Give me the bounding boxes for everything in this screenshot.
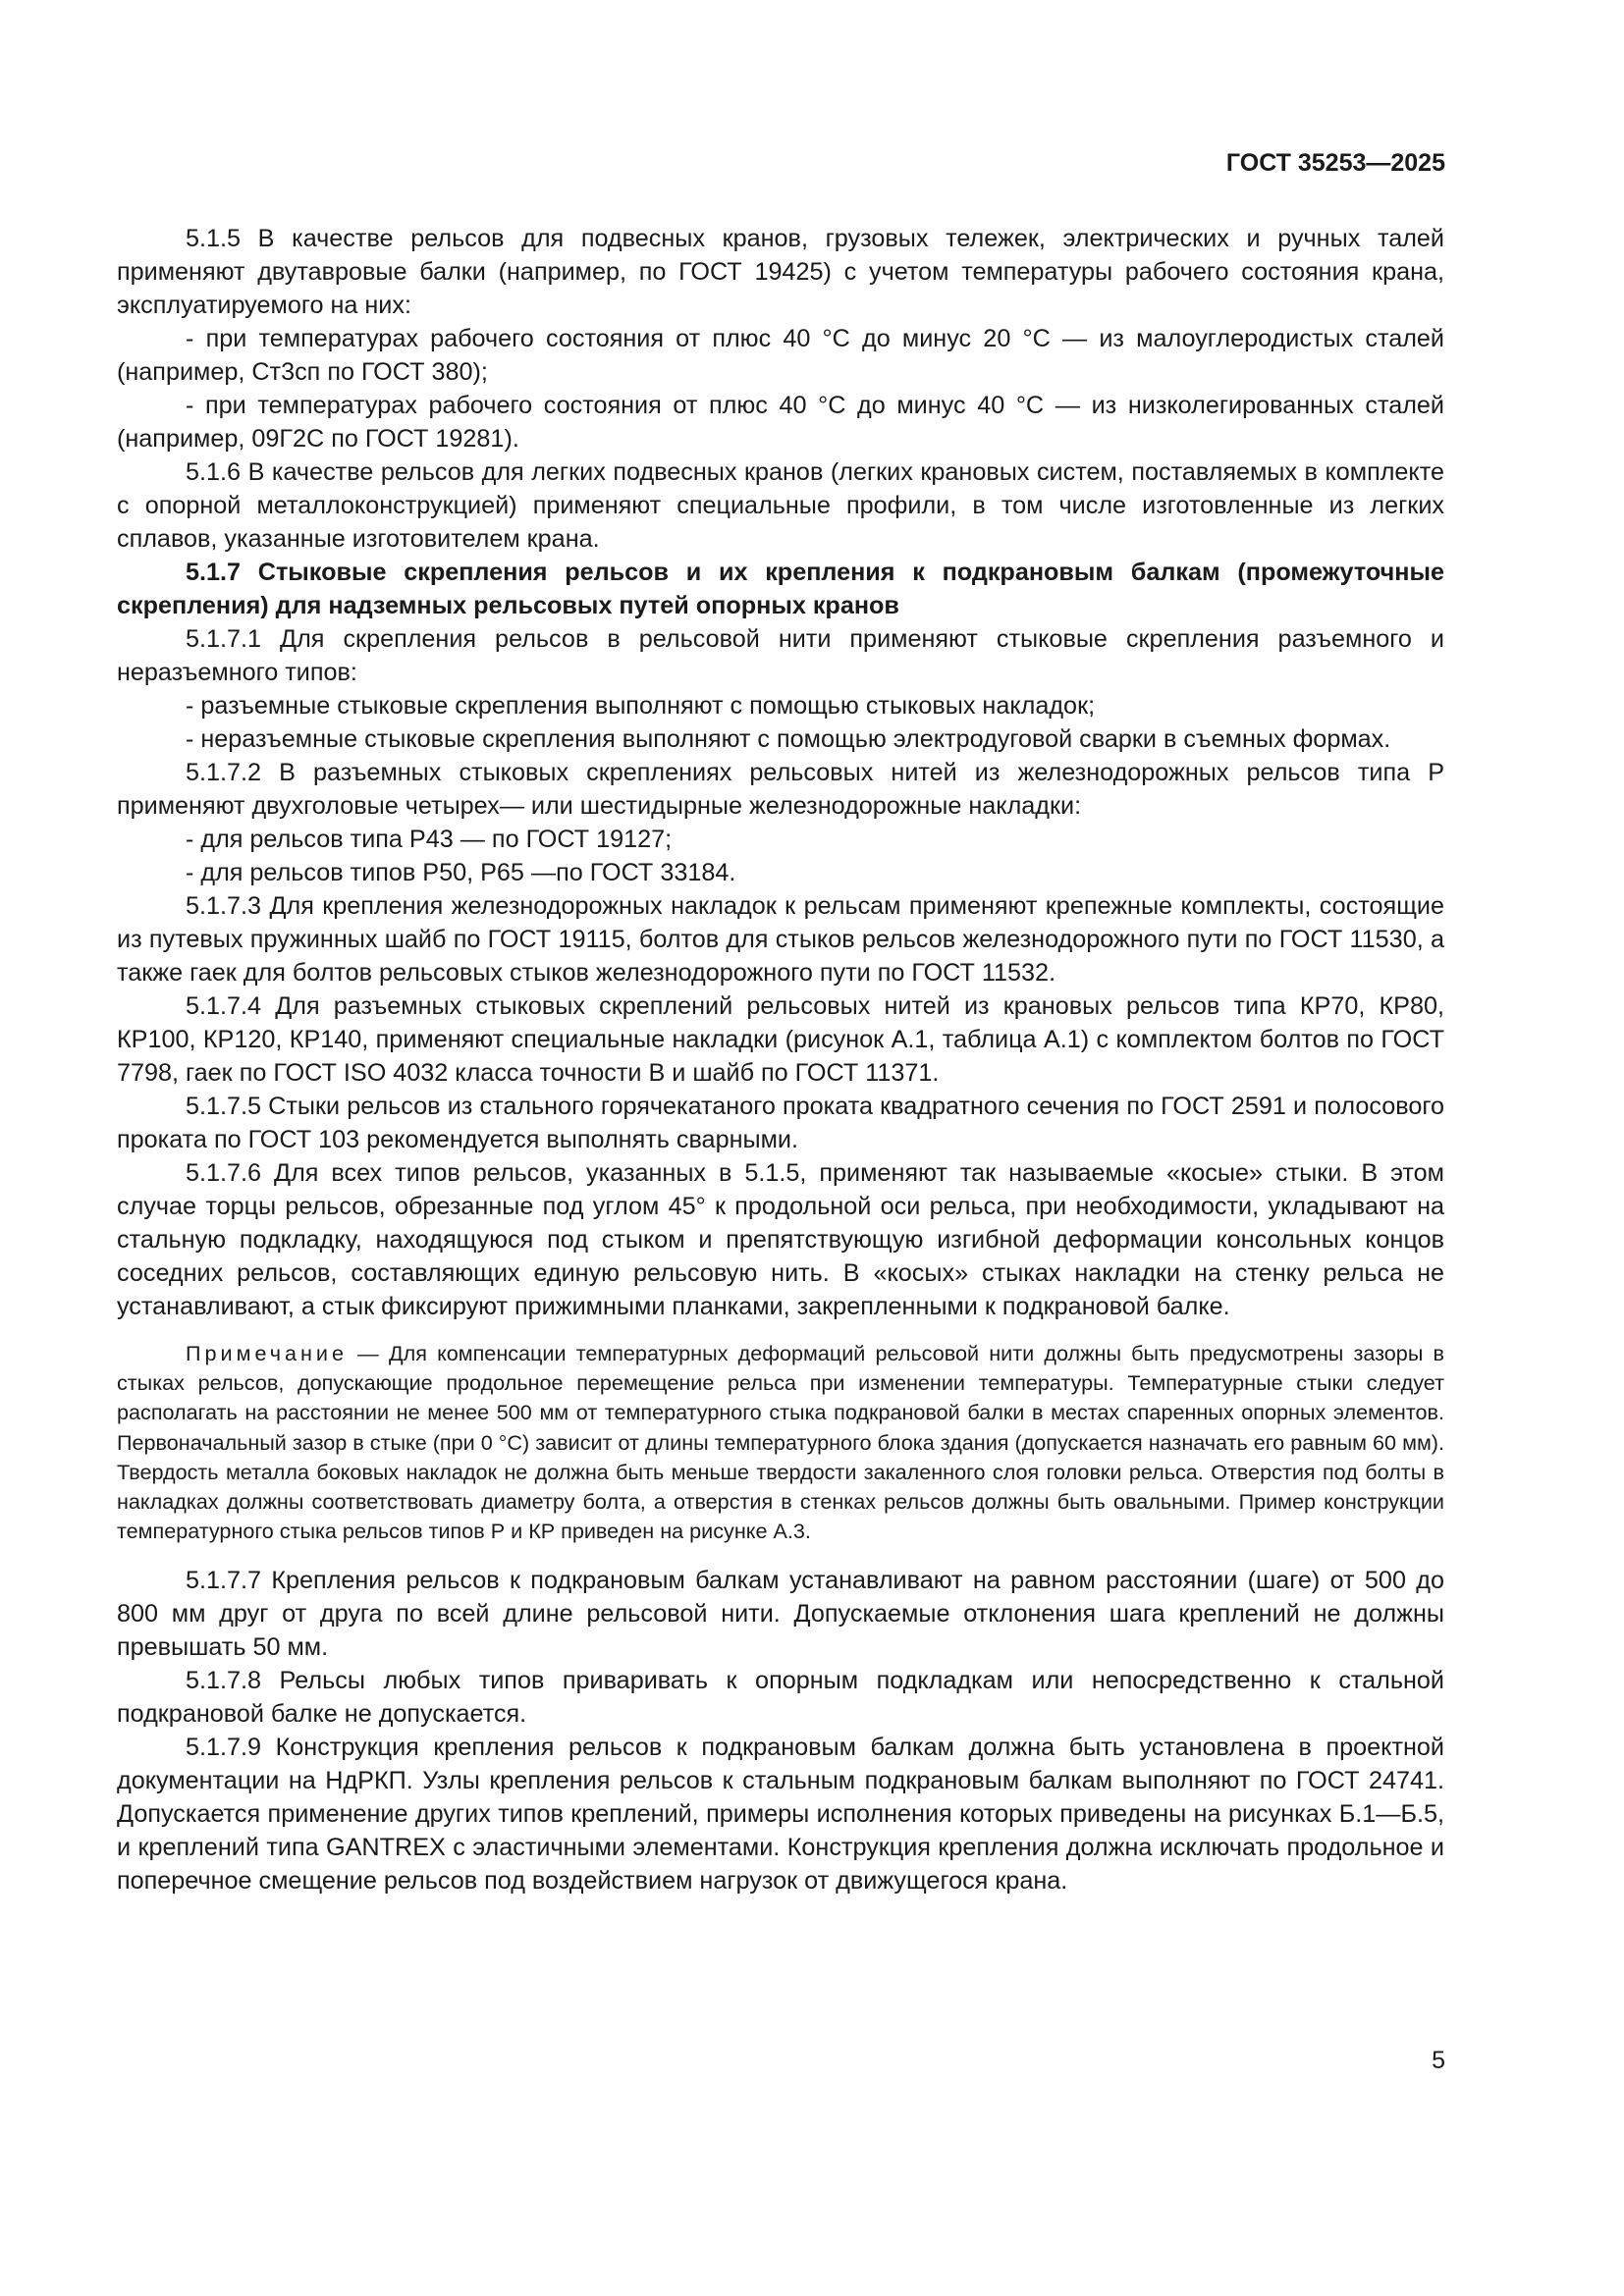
list-item: - для рельсов типа Р43 — по ГОСТ 19127;: [186, 826, 673, 853]
page-number: 5: [1432, 2047, 1445, 2074]
note-block: [117, 1339, 1444, 1546]
list-item: - при температурах рабочего состояния от плюс 40 °С до минус 20 °С — из малоуглеродистых сталей (например, Ст3сп по ГОСТ 380);: [117, 325, 1444, 386]
document-body: [117, 222, 1444, 1897]
paragraph-5-1-7-7: 5.1.7.7 Крепления рельсов к подкрановым балкам устанавливают на равном расстоянии (шаге) от 500 до 800 мм друг от друга по всей длине рельсовой нити. Допускаемые отклонения шага креплений не должны превышать 50 мм.: [117, 1567, 1444, 1662]
document-number-header: ГОСТ 35253—2025: [1225, 149, 1445, 177]
paragraph-5-1-7-9: 5.1.7.9 Конструкция крепления рельсов к подкрановым балкам должна быть установлена в проектной документации на НдРКП. Узлы крепления рельсов к стальным подкрановым балкам выполняют по ГОСТ 24741. Допускается применение других типов креплений, примеры исполнения которых приведены на рисунках Б.1—Б.5, и креплений типа GANTREX с эластичными элементами. Конструкция крепления должна исключать продольное и поперечное смещение рельсов под воздействием нагрузок от движущегося крана.: [117, 1734, 1444, 1896]
list-item: - разъемные стыковые скрепления выполняют с помощью стыковых накладок;: [186, 692, 1096, 720]
paragraph-5-1-7-3: 5.1.7.3 Для крепления железнодорожных накладок к рельсам применяют крепежные комплекты, состоящие из путевых пружинных шайб по ГОСТ 19115, болтов для стыков рельсов железнодорожного пути по ГОСТ 11530, а также гаек для болтов рельсовых стыков железнодорожного пути по ГОСТ 11532.: [117, 892, 1444, 987]
paragraph-5-1-7-8: 5.1.7.8 Рельсы любых типов приваривать к опорным подкладкам или непосредственно к стальной подкрановой балке не допускается.: [117, 1667, 1444, 1729]
paragraph-5-1-7-2: 5.1.7.2 В разъемных стыковых скреплениях рельсовых нитей из железнодорожных рельсов типа Р применяют двухголовые четырех— или шестидырные железнодорожные накладки:: [117, 759, 1444, 820]
paragraph-5-1-7-1: 5.1.7.1 Для скрепления рельсов в рельсовой нити применяют стыковые скрепления разъемного и неразъемного типов:: [117, 625, 1444, 686]
paragraph-5-1-7-4: 5.1.7.4 Для разъемных стыковых скреплений рельсовых нитей из крановых рельсов типа КР70, КР80, КР100, КР120, КР140, применяют специальные накладки (рисунок А.1, таблица А.1) с комплектом болтов по ГОСТ 7798, гаек по ГОСТ ISO 4032 класса точности В и шайб по ГОСТ 11371.: [117, 992, 1444, 1087]
note-label: Примечание: [186, 1341, 348, 1365]
note-text: [117, 1339, 1444, 1546]
note-body: — Для компенсации температурных деформаций рельсовой нити должны быть предусмотрены зазоры в стыках рельсов, допускающие продольное перемещение рельса при изменении температуры. Температурные стыки следует располагать на расстоянии не менее 500 мм от температурного стыка подкрановой балки в местах спаренных опорных элементов. Первоначальный зазор в стыке (при 0 °С) зависит от длины температурного блока здания (допускается назначать его равным 60 мм). Твердость металла боковых накладок не должна быть меньше твердости закаленного слоя головки рельса. Отверстия под болты в накладках должны соответствовать диаметру болта, а отверстия в стенках рельсов должны быть овальными. Пример конструкции температурного стыка рельсов типов Р и КР приведен на рисунке А.3.: [117, 1341, 1444, 1544]
section-heading-5-1-7: 5.1.7 Стыковые скрепления рельсов и их крепления к подкрановым балкам (промежуточные скрепления) для надземных рельсовых путей опорных кранов: [117, 559, 1444, 619]
list-item: - для рельсов типов Р50, Р65 —по ГОСТ 33184.: [186, 859, 736, 886]
list-item: - неразъемные стыковые скрепления выполняют с помощью электродуговой сварки в съемных формах.: [186, 725, 1391, 753]
paragraph-5-1-7-5: 5.1.7.5 Стыки рельсов из стального горячекатаного проката квадратного сечения по ГОСТ 2591 и полосового проката по ГОСТ 103 рекомендуется выполнять сварными.: [117, 1093, 1444, 1153]
paragraph-5-1-5: 5.1.5 В качестве рельсов для подвесных кранов, грузовых тележек, электрических и ручных талей применяют двутавровые балки (например, по ГОСТ 19425) с учетом температуры рабочего состояния крана, эксплуатируемого на них:: [117, 225, 1444, 319]
paragraph-5-1-6: 5.1.6 В качестве рельсов для легких подвесных кранов (легких крановых систем, поставляемых в комплекте с опорной металлоконструкцией) применяют специальные профили, в том числе изготовленные из легких сплавов, указанные изготовителем крана.: [117, 458, 1444, 553]
paragraph-5-1-7-6: 5.1.7.6 Для всех типов рельсов, указанных в 5.1.5, применяют так называемые «косые» стыки. В этом случае торцы рельсов, обрезанные под углом 45° к продольной оси рельса, при необходимости, укладывают на стальную подкладку, находящуюся под стыком и препятствующую изгибной деформации консольных концов соседних рельсов, составляющих единую рельсовую нить. В «косых» стыках накладки на стенку рельса не устанавливают, а стык фиксируют прижимными планками, закрепленными к подкрановой балке.: [117, 1159, 1444, 1320]
list-item: - при температурах рабочего состояния от плюс 40 °С до минус 40 °С — из низколегированных сталей (например, 09Г2С по ГОСТ 19281).: [117, 392, 1444, 453]
